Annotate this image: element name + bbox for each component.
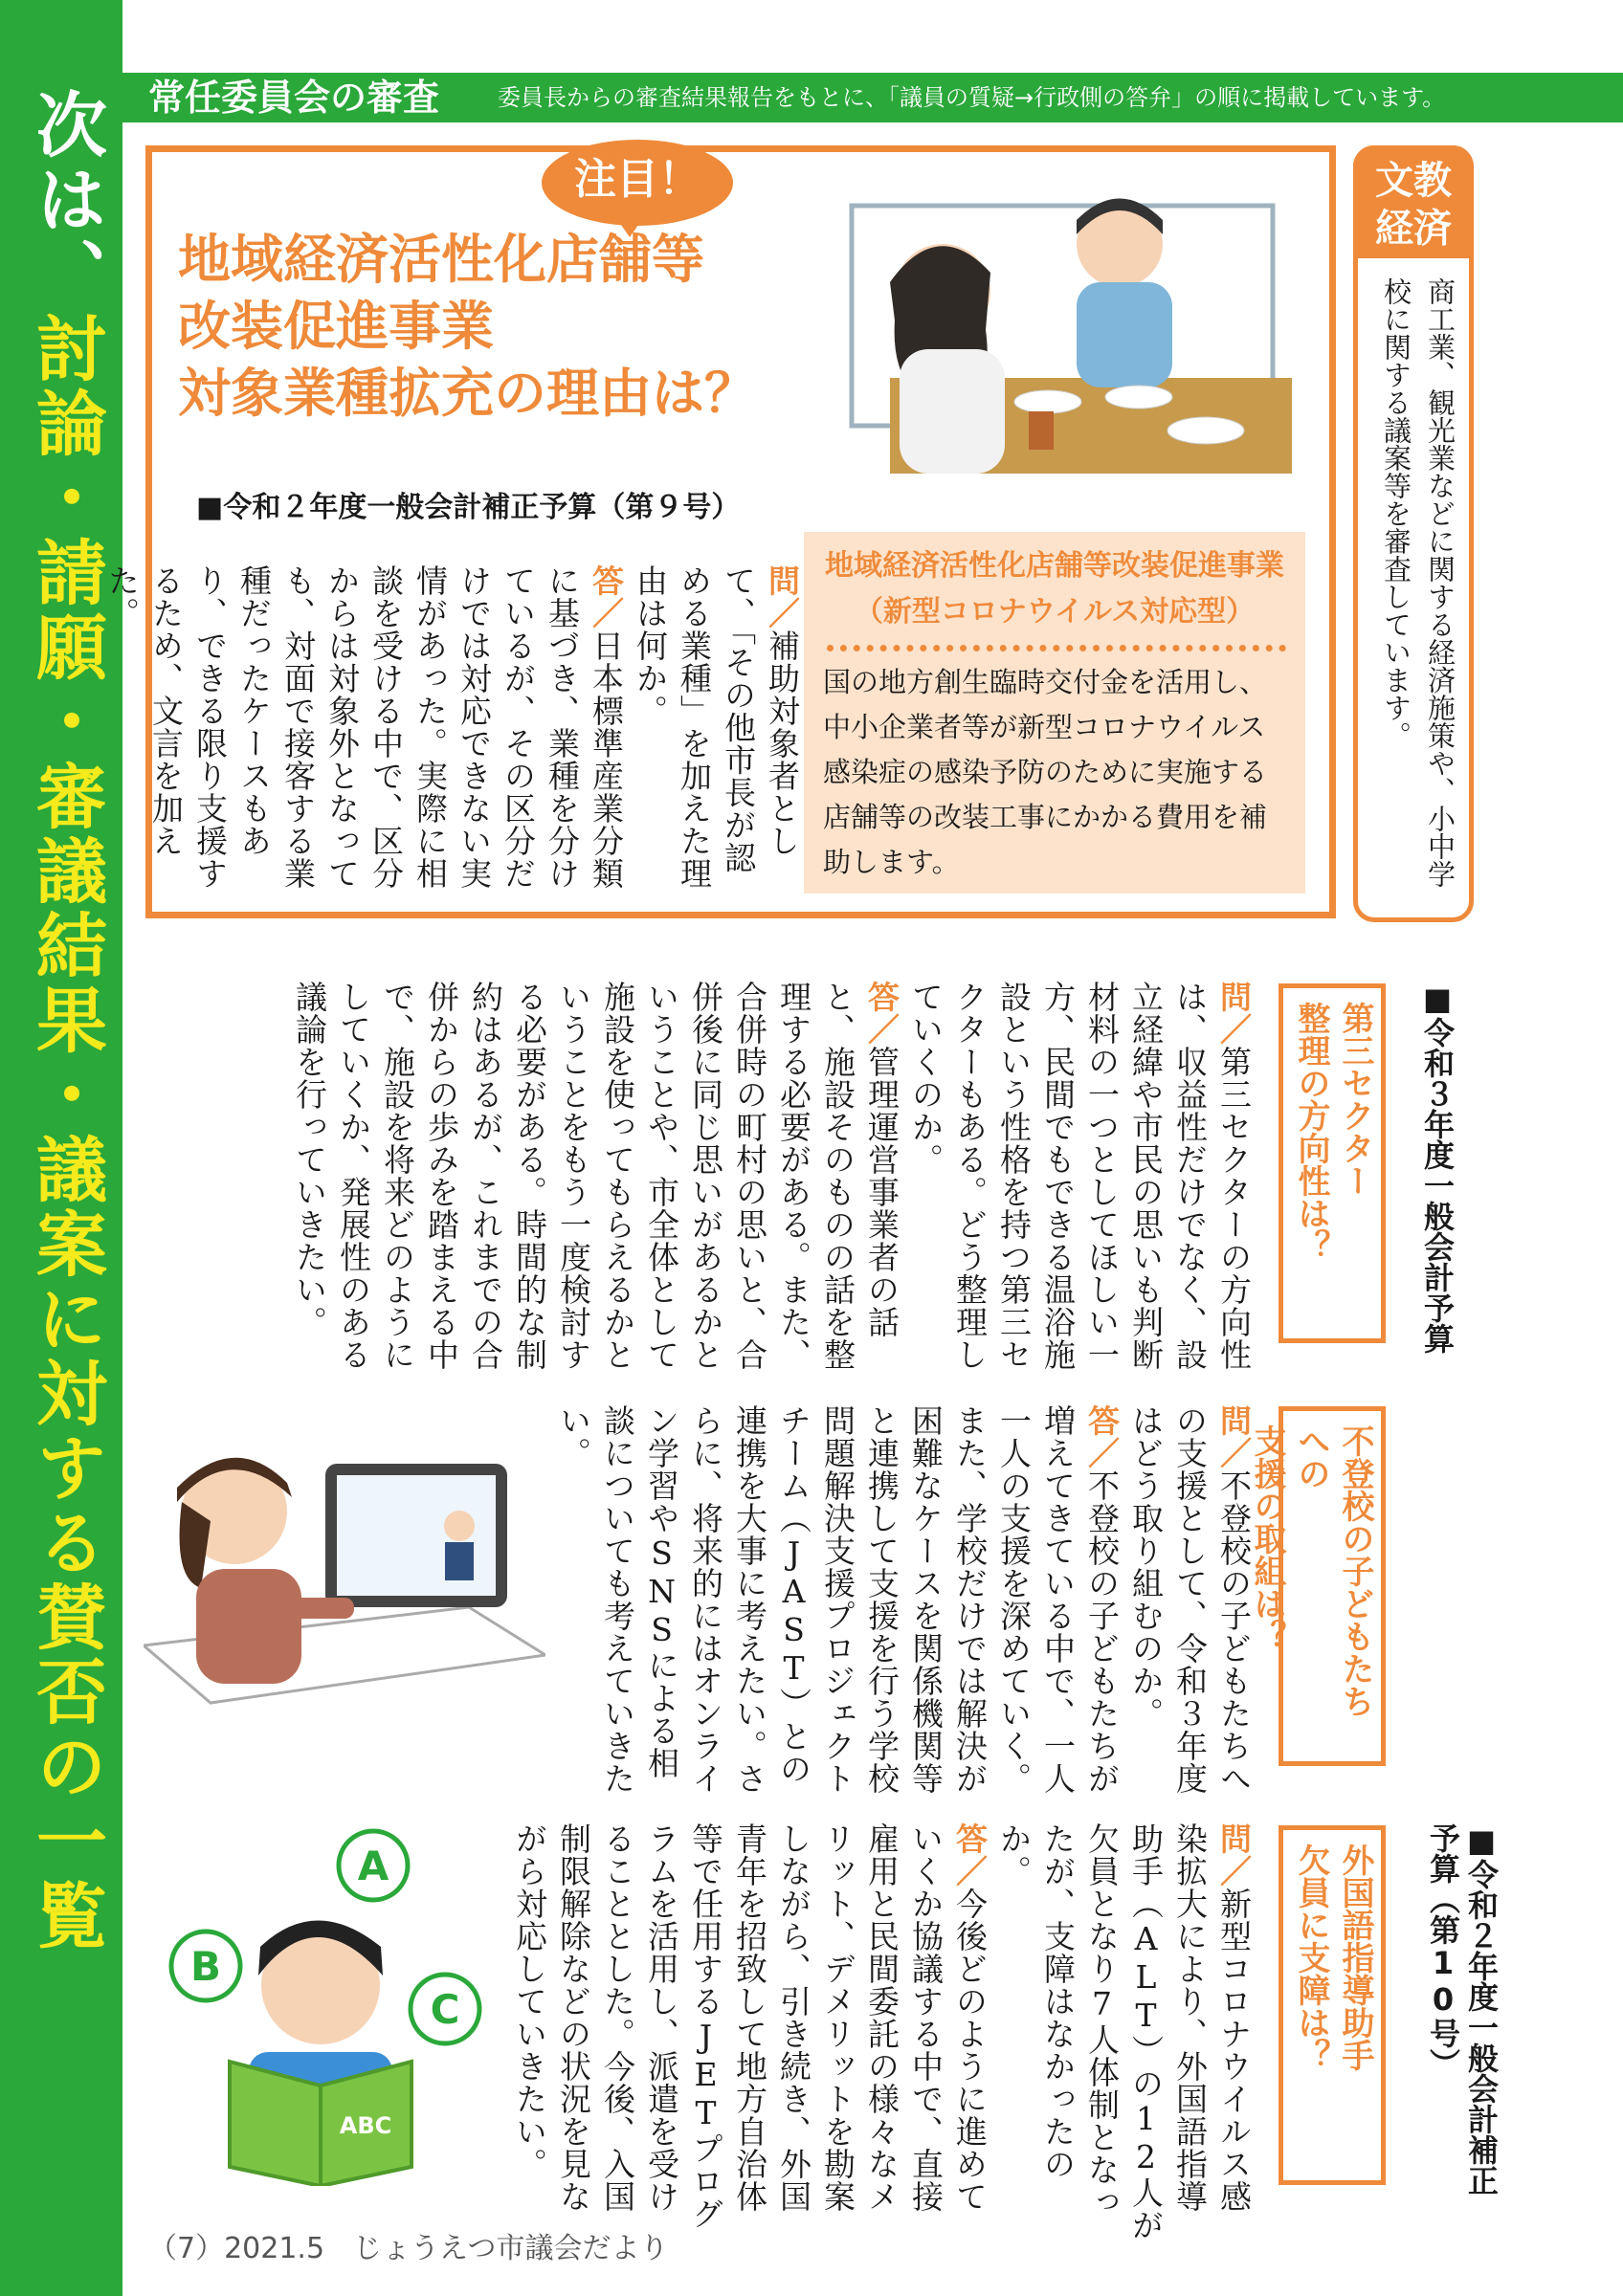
topic-line: 整理の方向性は？	[1292, 1002, 1330, 1262]
section4-answer: 今後どのように進めていくか協議する中で、直接雇用と民間委託の様々なメリット、デメリットを勘案しながら、引き続き、外国青年を招致して地方自治体等で任用するJETプログラムを活用し、派遣を受けることとした。今後、入国制限解除などの状況を見ながら対応していきたい。	[511, 1822, 989, 2230]
section4-budget-label: ■令和２年度一般会計補正予算（第10号）	[1425, 1822, 1500, 2196]
svg-text:ABC: ABC	[339, 2112, 392, 2139]
question-mark: 問／	[1215, 1404, 1253, 1469]
feature-title-line: 改装促進事業	[178, 296, 495, 357]
section2-answer: 管理運営事業者の話と、施設そのものの話を整理する必要がある。また、合併時の町村の思いと、合併後に同じ思いがあるかということや、市全体として施設を使ってもらえるかということをもう一度検討する必要がある。時間的な制約はあるが、これまでの合併からの歩みを踏まえる中で、施設を将来どのようにしていくか、発展性のある議論を行っていきたい。	[291, 981, 900, 1371]
topic-line: 不登校の子どもたちへの	[1292, 1424, 1374, 1717]
section3-qa	[555, 1404, 1256, 1806]
answer-mark: 答／	[1083, 1404, 1121, 1469]
sidebar-title	[23, 88, 109, 2193]
sidebar-title-yellow: 討論・請願・審議結果・議案に対する賛否の一覧	[25, 312, 107, 1954]
committee-name	[1353, 145, 1474, 258]
section2-budget-label: ■令和３年度一般会計予算	[1419, 981, 1456, 1354]
page-footer: （7）2021.5 じょうえつ市議会だより	[148, 2232, 669, 2265]
feature-title-line: 対象業種拡充の理由は？	[178, 363, 758, 424]
question-mark: 問／	[1215, 1822, 1253, 1888]
feature-title	[178, 226, 848, 427]
section2-question: 第三セクターの方向性は、収益性だけでなく、設立経緯や市民の思いも判断材料の一つとしてほしい一方、民間でもできる温浴施設という性格を持つ第三セクターもある。どう整理していくのか。	[907, 981, 1253, 1371]
committee-description: 商工業、観光業などに関する経済施策や、小中学校に関する議案等を審査しています。	[1380, 277, 1456, 888]
topic-line: 第三セクター	[1336, 1002, 1374, 1197]
section3-answer: 不登校の子どもたちが増えてきている中で、一人一人の支援を深めていく。また、学校だけでは解決が困難なケースを関係機関等と連携して支援を行う学校問題解決支援プロジェクトチーム（JAST）との連携を大事に考えたい。さらに、将来的にはオンライン学習やSNSによる相談についても考えていきたい。	[555, 1404, 1121, 1795]
online-learning-illustration	[144, 1435, 545, 1722]
feature-title-line: 地域経済活性化店舗等	[178, 229, 705, 290]
svg-text:C: C	[430, 1986, 460, 2033]
answer-mark: 答／	[951, 1822, 989, 1888]
info-divider	[827, 645, 1286, 651]
section2-topic	[1278, 983, 1386, 1343]
boy-reading-illustration	[153, 1822, 498, 2186]
question-mark: 問／	[1215, 981, 1253, 1046]
feature-question: 補助対象者として、「その他市長が認める業種」を加えた理由は何か。	[632, 564, 801, 890]
question-mark: 問／	[764, 564, 801, 629]
svg-text:B: B	[189, 1943, 222, 1990]
section4-question: 新型コロナウイルス感染拡大により、外国語指導助手（ALT）の12人が欠員となり7人体制となったが、支障はなかったのか。	[995, 1822, 1253, 2241]
committee-name-line: 経済	[1375, 207, 1452, 251]
header-label: 常任委員会の審査	[148, 77, 440, 119]
section4-topic	[1278, 1825, 1386, 2185]
info-title	[823, 543, 1286, 635]
attention-badge: 注目！	[542, 140, 733, 226]
feature-qa	[103, 564, 804, 899]
section3-question: 不登校の子どもたちへの支援として、令和３年度はどう取り組むのか。	[1127, 1404, 1253, 1795]
section4-qa	[507, 1822, 1256, 2243]
svg-text:A: A	[357, 1843, 389, 1889]
section2-qa	[230, 981, 1256, 1382]
topic-line: 欠員に支障は？	[1292, 1843, 1330, 2071]
info-title-line: （新型コロナウイルス対応型）	[854, 595, 1256, 629]
feature-budget-label: ■令和２年度一般会計補正予算（第９号）	[196, 491, 741, 524]
answer-mark: 答／	[863, 981, 900, 1046]
info-body: 国の地方創生臨時交付金を活用し、中小企業者等が新型コロナウイルス感染症の感染予防のために実施する店舗等の改装工事にかかる費用を補助します。	[823, 666, 1268, 878]
topic-line: 支援の取組は？	[1248, 1424, 1286, 1652]
info-title-line: 地域経済活性化店舗等改装促進事業	[825, 549, 1284, 583]
committee-name-line: 文教	[1375, 159, 1452, 203]
restaurant-illustration	[833, 177, 1311, 502]
sidebar-title-white: 次は、	[25, 88, 107, 312]
feature-answer: 日本標準産業分類に基づき、業種を分けているが、その区分だけでは対応できない実情があった。実際に相談を受ける中で、区分からは対象外となっても、対面で接客する業種だったケースもあり、できる限り支援するため、文言を加えた。	[103, 564, 625, 890]
header-note: 委員長からの審査結果報告をもとに、「議員の質疑→行政側の答弁」の順に掲載しています。	[498, 84, 1446, 111]
topic-line: 外国語指導助手	[1336, 1843, 1374, 2071]
section3-topic	[1248, 1406, 1386, 1766]
answer-mark: 答／	[588, 564, 625, 629]
